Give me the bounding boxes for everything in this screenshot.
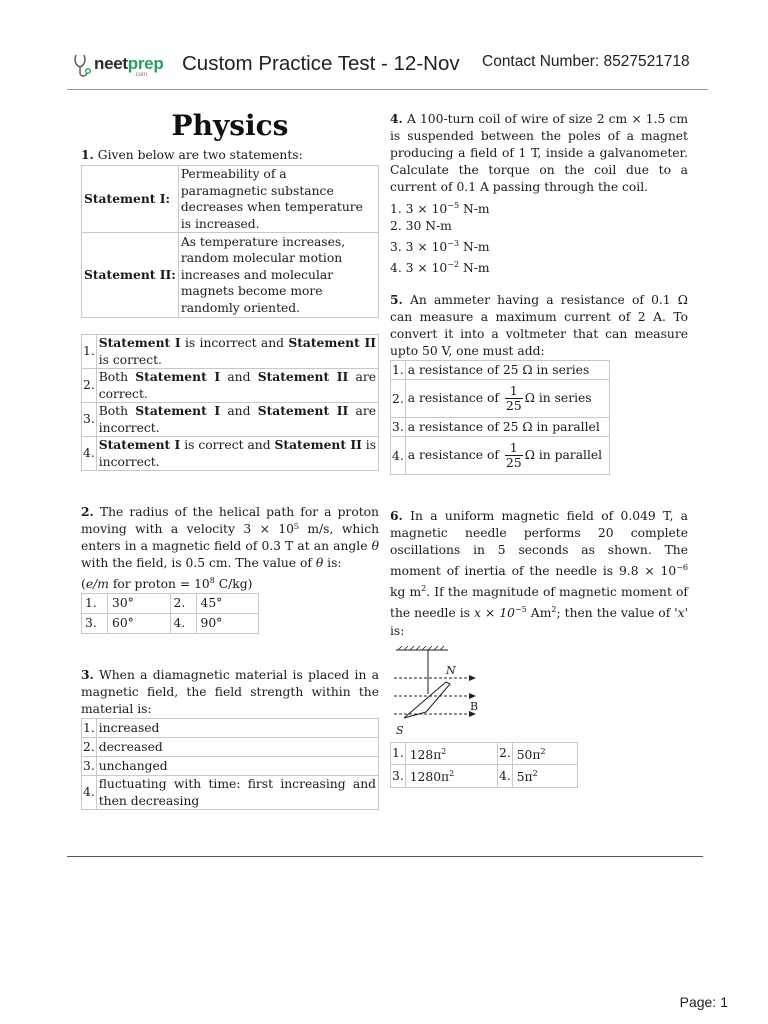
option-row[interactable]: [82, 335, 379, 369]
statement-row: [82, 233, 379, 318]
question-5: 5. An ammeter having a resistance of 0.1 Ω can measure a maximum current of 2 A. To convert it into a voltmeter that can measure upto 50 V, one must add: 1. a resistance of 25 Ω in series 2. a resistance of $\frac{1}{25}$ Ω in series 3. a resistance of 25 Ω in parallel 4. a resistance of $\frac{1}{25}$ Ω in parallel: [390, 291, 688, 475]
option-number: 2.: [82, 369, 97, 403]
right-column: [390, 108, 688, 788]
option-number: 4.: [82, 437, 97, 471]
page-divider: [67, 856, 703, 857]
statement-label: Statement II:: [82, 233, 179, 318]
page-number: Page: 1: [679, 994, 728, 1010]
option-row: [82, 614, 259, 634]
question-text: Given below are two statements:: [97, 148, 303, 162]
option-value[interactable]: 45°: [196, 594, 259, 614]
fraction: $\frac{1}{25}$: [505, 383, 522, 414]
option-number: 4.: [170, 614, 196, 634]
option-row[interactable]: 4. a resistance of $\frac{1}{25}$ Ω in parallel: [391, 437, 610, 475]
options-table: [81, 593, 259, 634]
option-text: Statement I is correct and Statement II is incorrect.: [96, 437, 378, 471]
page-header: [0, 0, 768, 92]
question-number: 1.: [81, 147, 94, 162]
option-row[interactable]: [82, 369, 379, 403]
north-label: N: [446, 663, 456, 677]
option-row[interactable]: [82, 403, 379, 437]
option-value[interactable]: 90°: [196, 614, 259, 634]
option-number: 1.: [391, 742, 406, 765]
option-number: 1.: [82, 335, 97, 369]
option-row[interactable]: [82, 437, 379, 471]
question-1: [81, 146, 379, 471]
question-number: 2.: [81, 504, 94, 519]
needle-oscillation-figure: [390, 646, 490, 738]
neetprep-logo: [72, 50, 172, 80]
option-value[interactable]: $50\pi^2$: [512, 742, 577, 765]
options-table: [81, 334, 379, 471]
option-number: 4.: [498, 765, 513, 788]
option-value[interactable]: $1280\pi^2$: [405, 765, 497, 788]
option-row[interactable]: [82, 776, 379, 810]
option-number: 4.: [82, 776, 97, 810]
option-row[interactable]: 3. a resistance of 25 Ω in parallel: [391, 418, 610, 437]
question-number: 6.: [390, 508, 403, 524]
option-number: 3.: [82, 403, 97, 437]
option-number: 2.: [170, 594, 196, 614]
south-label: S: [396, 723, 404, 737]
question-number: 3.: [81, 667, 94, 683]
logo-text-neet: neet: [94, 54, 128, 73]
option-row[interactable]: 2. a resistance of $\frac{1}{25}$ Ω in series: [391, 380, 610, 418]
option-row[interactable]: 4. $3 \times 10^{-2}$ N-m: [390, 260, 490, 276]
statement-text: As temperature increases, random molecular motion increases and molecular magnets become more randomly oriented.: [178, 233, 378, 318]
option-value[interactable]: $128\pi^2$: [405, 742, 497, 765]
question-4: 4. A 100-turn coil of wire of size 2 cm × 1.5 cm is suspended between the poles of a magnet producing a field of 1 T, inside a galvanometer. Calculate the torque on the coil due to a current of 0.1 A passing through the coil. 1. $3 \times 10^{-5}$ N-m 2. 30 N-m 3. $3 \times 10^{-3}$ N-m 4. $3 \times 10^{-2}$ N-m: [390, 111, 688, 276]
options-table: [81, 718, 379, 810]
option-text: Statement I is incorrect and Statement II is correct.: [96, 335, 378, 369]
option-row[interactable]: 3. $3 \times 10^{-3}$ N-m: [390, 239, 490, 255]
option-number: 3.: [82, 757, 97, 776]
options-table: [390, 360, 610, 475]
question-3: [81, 666, 379, 810]
fraction: $\frac{1}{25}$: [505, 440, 522, 471]
option-text: fluctuating with time: first increasing and then decreasing: [96, 776, 378, 810]
options-table: [390, 742, 578, 788]
option-number: 2.: [498, 742, 513, 765]
option-row[interactable]: 2. 30 N-m: [390, 219, 452, 234]
option-row[interactable]: [82, 757, 379, 776]
option-row: [391, 742, 578, 765]
option-row[interactable]: 1. a resistance of 25 Ω in series: [391, 361, 610, 380]
option-row[interactable]: [82, 719, 379, 738]
header-divider: [67, 89, 708, 90]
field-label: B: [470, 699, 479, 713]
option-text: unchanged: [96, 757, 378, 776]
option-number: 3.: [82, 614, 108, 634]
test-title: Custom Practice Test - 12-Nov: [182, 52, 460, 75]
option-number: 1.: [82, 719, 97, 738]
statement-text: Permeability of a paramagnetic substance decreases when temperature is increased.: [178, 166, 378, 233]
option-row[interactable]: 1. $3 \times 10^{-5}$ N-m: [390, 201, 490, 217]
option-row: [391, 765, 578, 788]
left-column: [81, 108, 379, 810]
option-row[interactable]: [82, 738, 379, 757]
stethoscope-icon: [72, 52, 94, 82]
option-text: Both Statement I and Statement II are incorrect.: [96, 403, 378, 437]
option-number: 1.: [82, 594, 108, 614]
option-text: increased: [96, 719, 378, 738]
option-text: decreased: [96, 738, 378, 757]
option-number: 2.: [82, 738, 97, 757]
statement-row: [82, 166, 379, 233]
logo-text-prep: prep: [127, 54, 164, 73]
question-number: 4.: [390, 111, 403, 126]
option-value[interactable]: 60°: [108, 614, 171, 634]
statements-table: [81, 165, 379, 318]
question-number: 5.: [390, 292, 403, 308]
question-6: 6. In a uniform magnetic field of 0.049 T, a magnetic needle performs 20 complete oscillations in 5 seconds as shown. The moment of inertia of the needle is $9.8 \times 10^{-6}$ kg $m^2$. If the magnitude of magnetic moment of the needle is $x \times 10^{-5}$ Am$^2$; then the value of 'x' is: N S B 1. $128\pi^2$ 2. $50\pi^2$ 3. $1280\pi^2$ 4. $5\pi^2$: [390, 507, 688, 787]
option-value[interactable]: $5\pi^2$: [512, 765, 577, 788]
question-2: 2. The radius of the helical path for a proton moving with a velocity 3 × 10⁵ m/s, which enters in a magnetic field of 0.3 T at an angle θ with the field, is 0.5 cm. The value of θ is: (e/m for proton = $10^8$ C/kg) 1. 30° 2. 45° 3. 60° 4. 90°: [81, 503, 379, 634]
option-text: Both Statement I and Statement II are correct.: [96, 369, 378, 403]
option-number: 3.: [391, 765, 406, 788]
options-list: [390, 197, 688, 277]
option-row: [82, 594, 259, 614]
logo-subtext: .com: [134, 72, 148, 78]
subject-title: Physics: [171, 109, 289, 142]
contact-number: Contact Number: 8527521718: [482, 53, 690, 70]
question-text: When a diamagnetic material is placed in a magnetic field, the field strength within the material is:: [81, 668, 379, 717]
statement-label: Statement I:: [82, 166, 179, 233]
option-value[interactable]: 30°: [108, 594, 171, 614]
constant-note: (e/m for proton = $10^8$ C/kg): [81, 576, 253, 592]
